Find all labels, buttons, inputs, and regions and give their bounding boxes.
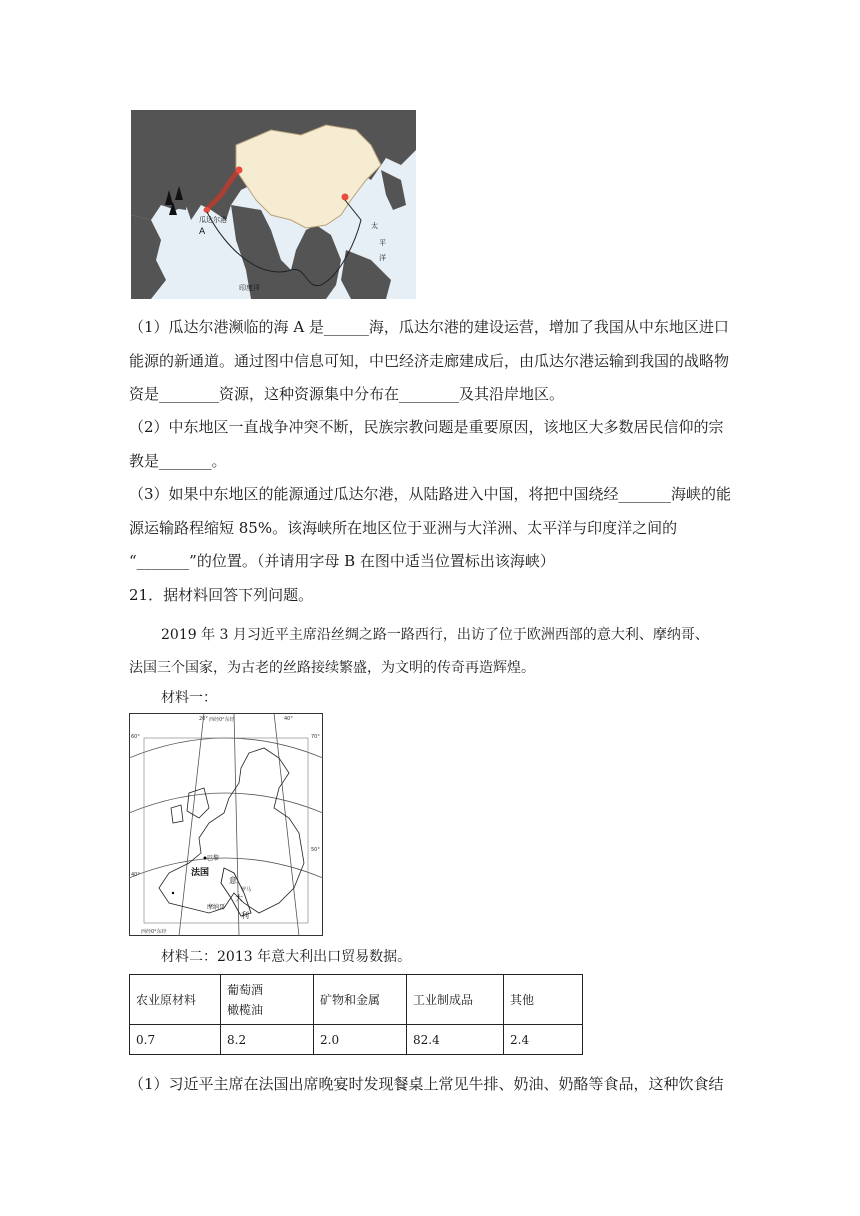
map2-lat-50: 50° (311, 847, 320, 853)
map2-lat-40: 40° (131, 872, 140, 878)
indian-ocean-label: 印度洋 (239, 284, 260, 292)
q21-intro-line2: 法国三个国家，为古老的丝路接续繁盛，为文明的传奇再造辉煌。 (129, 660, 535, 676)
map2-top-label: 西经0°东经 (209, 717, 235, 724)
table-cell: 8.2 (221, 1025, 314, 1055)
italy-label-2: 大 (235, 894, 243, 903)
table-header-cell: 其他 (504, 975, 583, 1025)
material2-label: 材料二：2013 年意大利出口贸易数据。 (161, 949, 412, 965)
pacific-label-3: 洋 (379, 254, 386, 262)
q21-intro-line1: 2019 年 3 月习近平主席沿丝绸之路一路西行，出访了位于欧洲西部的意大利、摩纳哥、 (161, 627, 709, 643)
france-label: 法国 (191, 868, 210, 878)
rome-label: 罗马 (241, 887, 252, 893)
table-cell: 82.4 (407, 1025, 504, 1055)
table-cell: 2.0 (314, 1025, 407, 1055)
sea-a-label: A (199, 227, 206, 237)
italy-export-table (129, 974, 583, 1055)
gwadar-port-label: 瓜达尔港 (199, 216, 227, 224)
table-header-cell: 矿物和金属 (314, 975, 407, 1025)
q21-part1-line1: （1）习近平主席在法国出席晚宴时发现餐桌上常见牛排、奶油、奶酪等食品，这种饮食结 (129, 1075, 724, 1093)
pacific-label-2: 平 (379, 239, 386, 247)
italy-label-3: 利 (241, 911, 249, 920)
table-cell: 2.4 (504, 1025, 583, 1055)
table-header-cell: 农业原材料 (130, 975, 221, 1025)
monaco-label: 摩纳哥 (207, 904, 226, 911)
europe-map (129, 713, 323, 936)
italy-label-1: 意 (229, 876, 237, 885)
table-header-row (130, 975, 583, 1025)
q20-part3-line3: “_______”的位置。（并请用字母 B 在图中适当位置标出该海峡） (129, 552, 555, 570)
q20-part3-line2: 源运输路程缩短 85%。该海峡所在地区位于亚洲与大洋洲、太平洋与印度洋之间的 (129, 519, 678, 537)
q20-part2-line2: 教是_______。 (129, 452, 227, 470)
table-header-cell: 葡萄酒 橄榄油 (221, 975, 314, 1025)
map2-lon-40: 40° (284, 716, 293, 722)
map2-bottom-label: 西经0°东经 (141, 929, 167, 935)
table-row (130, 1025, 583, 1055)
material1-label: 材料一： (161, 690, 217, 706)
q20-part3-line1: （3）如果中东地区的能源通过瓜达尔港，从陆路进入中国，将把中国绕经_______海峡的能 (129, 485, 732, 503)
q21-title: 21．据材料回答下列问题。 (129, 586, 314, 604)
china-gwadar-map (131, 110, 416, 299)
q20-part1-line2: 能源的新通道。通过图中信息可知，中巴经济走廊建成后，由瓜达尔港运输到我国的战略物 (129, 352, 730, 370)
map2-lon-20: 20° (199, 716, 208, 722)
q20-part1-line1: （1）瓜达尔港濒临的海 A 是______海，瓜达尔港的建设运营，增加了我国从中东地区进口 (129, 318, 729, 336)
table-cell: 0.7 (130, 1025, 221, 1055)
q20-part1-line3: 资是________资源，这种资源集中分布在________及其沿岸地区。 (129, 385, 565, 403)
map2-lat-60: 60° (131, 734, 140, 740)
paris-label: 巴黎 (207, 855, 220, 862)
table-header-cell: 工业制成品 (407, 975, 504, 1025)
q20-part2-line1: （2）中东地区一直战争冲突不断，民族宗教问题是重要原因，该地区大多数居民信仰的宗 (129, 418, 724, 436)
map2-lat-70: 70° (311, 734, 320, 740)
pacific-label-1: 太 (371, 222, 378, 230)
